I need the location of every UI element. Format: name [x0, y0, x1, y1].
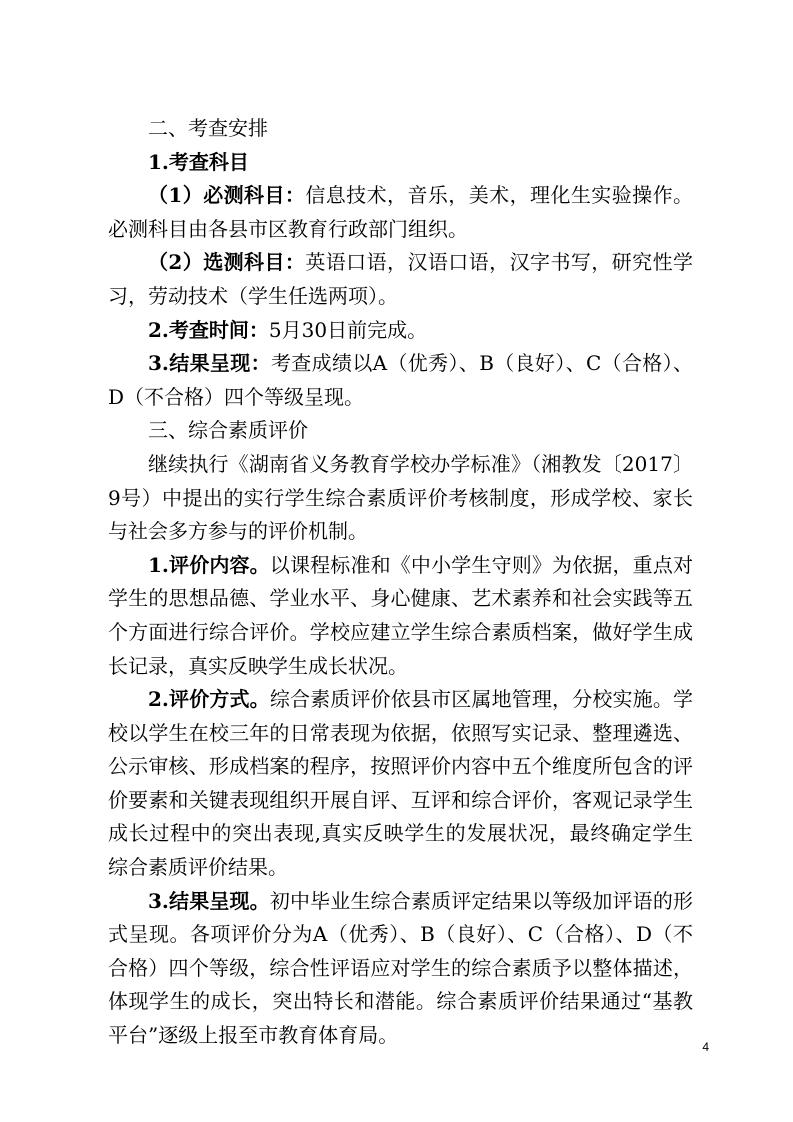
- exam-results-text: 考查成绩以A（优秀）、B（良好）、C（合格）、D（不合格）四个等级呈现。: [108, 351, 693, 409]
- optional-subjects-label: （2）选测科目：: [148, 250, 306, 275]
- paragraph-optional-subjects: [108, 246, 693, 313]
- evaluation-results-label: 3.结果呈现。: [148, 888, 270, 913]
- evaluation-content-label: 1.评价内容。: [148, 552, 270, 577]
- paragraph-required-subjects: [108, 179, 693, 246]
- required-subjects-label: （1）必测科目：: [148, 183, 306, 208]
- evaluation-results-text: 初中毕业生综合素质评定结果以等级加评语的形式呈现。各项评价分为A（优秀）、B（良好）、C（合格）、D（不合格）四个等级，综合性评语应对学生的综合素质予以整体描述，体现学生的成长，突出特长和潜能。综合素质评价结果通过“基教平台”逐级上报至市教育体育局。: [108, 888, 693, 1048]
- exam-time-text: 5月30日前完成。: [268, 317, 428, 342]
- paragraph-evaluation-results: [108, 885, 693, 1053]
- paragraph-evaluation-content: [108, 549, 693, 683]
- subsection-heading-subjects: 1.考查科目: [148, 149, 249, 174]
- evaluation-method-label: 2.评价方式。: [148, 687, 270, 712]
- paragraph-evaluation-method: [108, 683, 693, 885]
- evaluation-content-text: 以课程标准和《中小学生守则》为依据，重点对学生的思想品德、学业水平、身心健康、艺术素养和社会实践等五个方面进行综合评价。学校应建立学生综合素质档案，做好学生成长记录，真实反映学生成长状况。: [108, 552, 693, 678]
- section-heading-2: 二、考查安排: [148, 116, 268, 140]
- required-subjects-text: 信息技术，音乐，美术，理化生实验操作。必测科目由各县市区教育行政部门组织。: [108, 183, 693, 241]
- exam-results-label: 3.结果呈现：: [148, 351, 271, 376]
- evaluation-method-text: 综合素质评价依县市区属地管理，分校实施。学校以学生在校三年的日常表现为依据，依照写实记录、整理遴选、公示审核、形成档案的程序，按照评价内容中五个维度所包含的评价要素和关键表现组织开展自评、互评和综合评价，客观记录学生成长过程中的突出表现,真实反映学生的发展状况，最终确定学生综合素质评价结果。: [108, 687, 693, 880]
- section-heading-3: 三、综合素质评价: [148, 418, 308, 443]
- paragraph-exam-time: [108, 314, 693, 348]
- paragraph-evaluation-intro: 继续执行《湖南省义务教育学校办学标准》（湘教发〔2017〕9号）中提出的实行学生综合素质评价考核制度，形成学校、家长与社会多方参与的评价机制。: [108, 451, 693, 544]
- exam-time-label: 2.考查时间：: [148, 317, 269, 342]
- optional-subjects-text: 英语口语，汉语口语，汉字书写，研究性学习，劳动技术（学生任选两项）。: [108, 250, 693, 308]
- document-body: [108, 112, 693, 1053]
- page-number: 4: [702, 1040, 709, 1054]
- paragraph-exam-results: [108, 347, 693, 414]
